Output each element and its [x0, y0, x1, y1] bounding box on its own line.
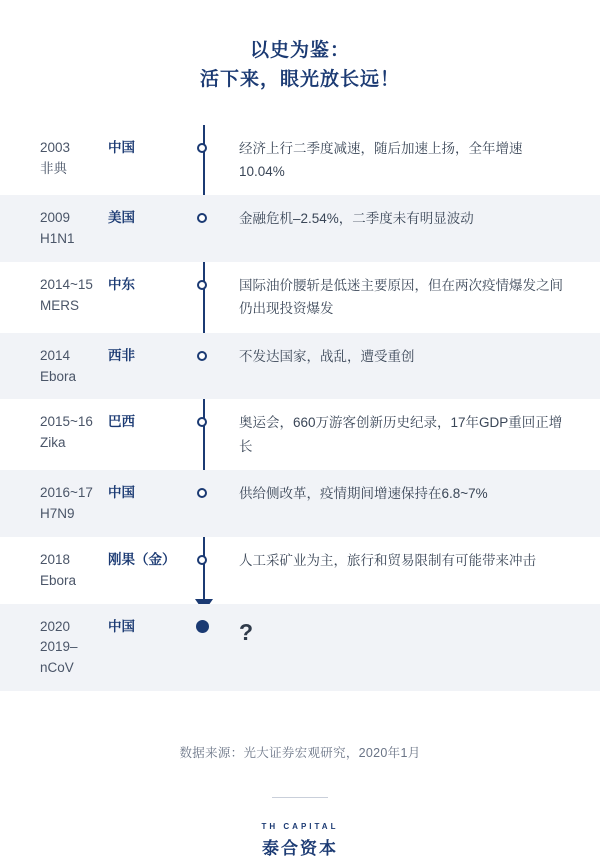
disease-value: Zika	[40, 435, 66, 451]
timeline-row-region: 中国	[108, 139, 135, 155]
timeline-row-description: ?	[239, 618, 254, 645]
timeline-row-region: 巴西	[108, 414, 135, 430]
timeline-row-region: 美国	[108, 210, 135, 226]
timeline-row-description: 不发达国家，战乱，遭受重创	[239, 348, 415, 364]
timeline-row-description: 奥运会，660万游客创新历史纪录，17年GDP重回正增长	[239, 415, 563, 454]
disease-value: Ebora	[40, 572, 77, 588]
timeline-row	[0, 604, 600, 692]
logo-english: TH CAPITAL	[261, 822, 339, 832]
timeline-row-label	[0, 604, 204, 692]
timeline-node-icon	[197, 351, 207, 361]
year-value: 2009	[40, 210, 71, 226]
disease-value: H1N1	[40, 231, 75, 247]
timeline-node-icon	[197, 143, 207, 153]
timeline-row-label	[0, 470, 204, 537]
timeline-row-year	[40, 550, 108, 592]
timeline-row	[0, 399, 600, 469]
timeline-node-icon	[197, 555, 207, 565]
timeline-row-label	[0, 333, 204, 400]
year-value: 2003	[40, 139, 71, 155]
timeline-row-year	[40, 483, 108, 525]
timeline-row-label	[0, 262, 204, 329]
timeline-row-description: 人工采矿业为主，旅行和贸易限制有可能带来冲击	[239, 552, 536, 568]
disease-value: MERS	[40, 298, 80, 314]
timeline	[0, 125, 600, 691]
footer-divider	[272, 797, 328, 798]
disease-value: 非典	[40, 160, 67, 176]
timeline-row-year	[40, 346, 108, 388]
disease-value: Ebora	[40, 368, 77, 384]
timeline-node-icon	[197, 488, 207, 498]
timeline-row-region: 刚果（金）	[108, 551, 176, 567]
title-line-2: 活下来，眼光放长远！	[199, 69, 400, 91]
timeline-row	[0, 262, 600, 332]
timeline-row-year	[40, 138, 108, 180]
timeline-node-icon	[196, 620, 209, 633]
timeline-row-label	[0, 399, 204, 466]
timeline-row-region: 中国	[108, 618, 135, 634]
page-title	[0, 0, 600, 95]
timeline-row-region: 西非	[108, 347, 135, 363]
timeline-row-label	[0, 195, 204, 262]
timeline-row-region: 中国	[108, 484, 135, 500]
brand-logo	[0, 822, 600, 859]
year-value: 2016~17	[40, 484, 93, 500]
timeline-row-year	[40, 275, 108, 317]
year-value: 2018	[40, 551, 71, 567]
year-value: 2020	[40, 618, 71, 634]
year-value: 2014~15	[40, 277, 93, 293]
timeline-row-description: 金融危机–2.54%，二季度未有明显波动	[239, 211, 474, 227]
timeline-row-region: 中东	[108, 277, 135, 293]
timeline-row	[0, 333, 600, 400]
logo-chinese: 泰合资本	[262, 839, 338, 859]
timeline-row-description: 国际油价腰斩是低迷主要原因，但在两次疫情爆发之间仍出现投资爆发	[239, 278, 563, 317]
timeline-row-label	[0, 537, 204, 604]
timeline-row	[0, 195, 600, 262]
timeline-row	[0, 537, 600, 604]
timeline-rows	[0, 125, 600, 691]
timeline-row-year	[40, 208, 108, 250]
timeline-row-description: 经济上行二季度减速，随后加速上扬，全年增速10.04%	[239, 140, 523, 180]
year-value: 2014	[40, 347, 71, 363]
source-note: 数据来源：光大证券宏观研究，2020年1月	[179, 746, 421, 761]
timeline-row-year	[40, 617, 108, 680]
year-value: 2015~16	[40, 414, 93, 430]
timeline-row-label	[0, 125, 204, 192]
disease-value: H7N9	[40, 505, 75, 521]
title-line-1: 以史为鉴：	[249, 40, 350, 61]
disease-value: 2019–nCoV	[40, 639, 78, 676]
timeline-row	[0, 470, 600, 537]
timeline-row-year	[40, 412, 108, 454]
timeline-row-description: 供给侧改革，疫情期间增速保持在6.8~7%	[239, 485, 488, 501]
timeline-row	[0, 125, 600, 195]
